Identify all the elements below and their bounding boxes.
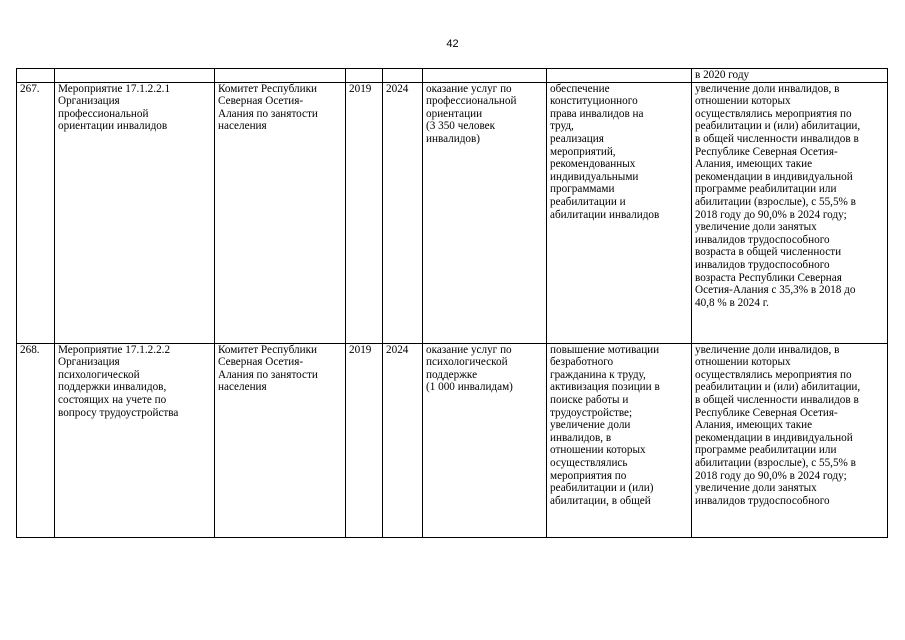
continuation-row	[17, 69, 888, 83]
cell-goal	[547, 69, 692, 83]
year-end: 2024	[383, 82, 423, 343]
executor: Комитет Республики Северная Осетия- Алания по занятости населения	[215, 343, 346, 537]
activity-name: Мероприятие 17.1.2.2.1 Организация профессиональной ориентации инвалидов	[55, 82, 215, 343]
year-end: 2024	[383, 343, 423, 537]
cell-activity	[55, 69, 215, 83]
cell-year-end	[383, 69, 423, 83]
cell-year-start	[346, 69, 383, 83]
executor: Комитет Республики Северная Осетия- Алания по занятости населения	[215, 82, 346, 343]
row-number: 267.	[17, 82, 55, 343]
goal: повышение мотивации безработного гражданина к труду, активизация позиции в поиске работы и трудоустройстве; увеличение доли инвалидов, в отношении которых осуществлялись мероприятия по реабилитации и (или) абилитации, в общей	[547, 343, 692, 537]
table-row	[17, 82, 888, 343]
cell-indicator: в 2020 году	[692, 69, 888, 83]
page-number: 42	[446, 38, 459, 50]
cell-number	[17, 69, 55, 83]
activity-name: Мероприятие 17.1.2.2.2 Организация психологической поддержки инвалидов, состоящих на учете по вопросу трудоустройства	[55, 343, 215, 537]
cell-result	[423, 69, 547, 83]
row-number: 268.	[17, 343, 55, 537]
table-row	[17, 343, 888, 537]
year-start: 2019	[346, 343, 383, 537]
indicator: увеличение доли инвалидов, в отношении которых осуществлялись мероприятия по реабилитации и (или) абилитации, в общей численности инвалидов в Республике Северная Осетия- Алания, имеющих такие рекомендации в индивидуальной программе реабилитации или абилитации (взрослые), с 55,5% в 2018 году до 90,0% в 2024 году; увеличение доли занятых инвалидов трудоспособного	[692, 343, 888, 537]
goal: обеспечение конституционного права инвалидов на труд, реализация мероприятий, рекомендованных индивидуальными программами реабилитации и абилитации инвалидов	[547, 82, 692, 343]
expected-result: оказание услуг по психологической поддержке (1 000 инвалидам)	[423, 343, 547, 537]
expected-result: оказание услуг по профессиональной ориентации (3 350 человек инвалидов)	[423, 82, 547, 343]
measures-table	[16, 68, 888, 538]
indicator: увеличение доли инвалидов, в отношении которых осуществлялись мероприятия по реабилитации и (или) абилитации, в общей численности инвалидов в Республике Северная Осетия- Алания, имеющих такие рекомендации в индивидуальной программе реабилитации или абилитации (взрослые), с 55,5% в 2018 году до 90,0% в 2024 году; увеличение доли занятых инвалидов трудоспособного возраста в общей численности инвалидов трудоспособного возраста Республики Северная Осетия-Алания с 35,3% в 2018 до 40,8 % в 2024 г.	[692, 82, 888, 343]
cell-executor	[215, 69, 346, 83]
year-start: 2019	[346, 82, 383, 343]
